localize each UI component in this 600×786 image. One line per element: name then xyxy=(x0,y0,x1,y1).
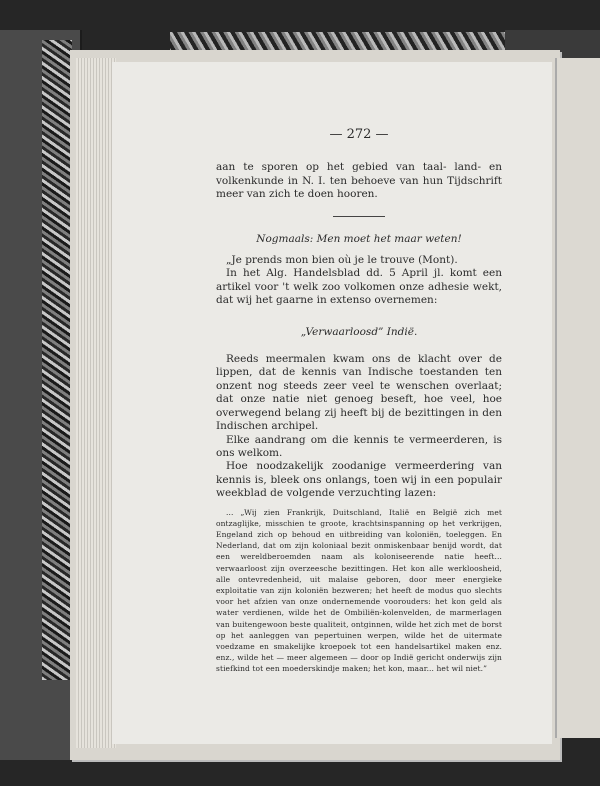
paragraph-3: In het Alg. Handelsblad dd. 5 April jl. komt een artikel voor 't welk zoo volkomen onze adhesie wekt, dat wij het gaarne in extenso overnemen: xyxy=(216,267,502,307)
page-number: — 272 — xyxy=(329,127,389,142)
block-quote: ... „Wij zien Frankrijk, Duitschland, Italië en België zich met ontzaglijke, misschien te groote, krachtsinspanning op het verkrijgen, Engeland zich op behoud en uitbreiding van koloniën, toeleggen. En Nederland, dat om zijn koloniaal bezit onmiskenbaar benijd wordt, dat een wereldberoemden naam als koloniseerende natie heeft... verwaarloost zijn overzeesche bezittingen. Het kon alle werkloosheid, alle ontevredenheid, uit malaise geboren, door meer energieke exploitatie van zijn koloniën bezweren; het heeft de modus quo slechts voor het afzien van onze ondernemende voorouders: het kon geld als water verdienen, wilde het de Ombiliën-kolenvelden, de marmerlagen van buitengewoon beste qualiteit, ontginnen, wilde het zich met de borst op het aanleggen van pepertuinen werpen, wilde het de uitermate voedzame en smakelijke kroepoek tot een handelsartikel maken enz. enz., wilde het — meer algemeen — door op Indië gericht onderwijs zijn stiefkind tot een moederskindje maken; het kon, maar... het wil niet.” xyxy=(216,507,502,674)
paragraph-1: aan te sporen op het gebied van taal- land- en volkenkunde in N. I. ten behoeve van hun Tijdschrift meer van zich te doen hooren. xyxy=(216,161,502,201)
facing-page xyxy=(555,58,600,738)
section-heading-1: Nogmaals: Men moet het maar weten! xyxy=(256,232,462,245)
paragraph-2: „Je prends mon bien où je le trouve (Mont). xyxy=(226,254,458,267)
section-heading-2: „Verwaarloosd” Indië. xyxy=(300,325,418,338)
section-divider xyxy=(333,216,385,217)
paragraph-4: Reeds meermalen kwam ons de klacht over de lippen, dat de kennis van Indische toestanden ten onzent nog steeds zeer veel te wenschen overlaat; dat onze natie niet genoeg beseft, hoe veel, hoe overwegend belang zij heeft bij de bezittingen in den Indischen archipel. xyxy=(216,353,502,433)
page-edges xyxy=(76,58,116,748)
paragraph-6: Hoe noodzakelijk zoodanige vermeerdering van kennis is, bleek ons onlangs, toen wij in een populair weekblad de volgende verzuchting lazen: xyxy=(216,460,502,500)
marbled-edge xyxy=(42,40,72,680)
page-content xyxy=(216,128,502,682)
paragraph-5: Elke aandrang om die kennis te vermeerderen, is ons welkom. xyxy=(216,433,502,459)
